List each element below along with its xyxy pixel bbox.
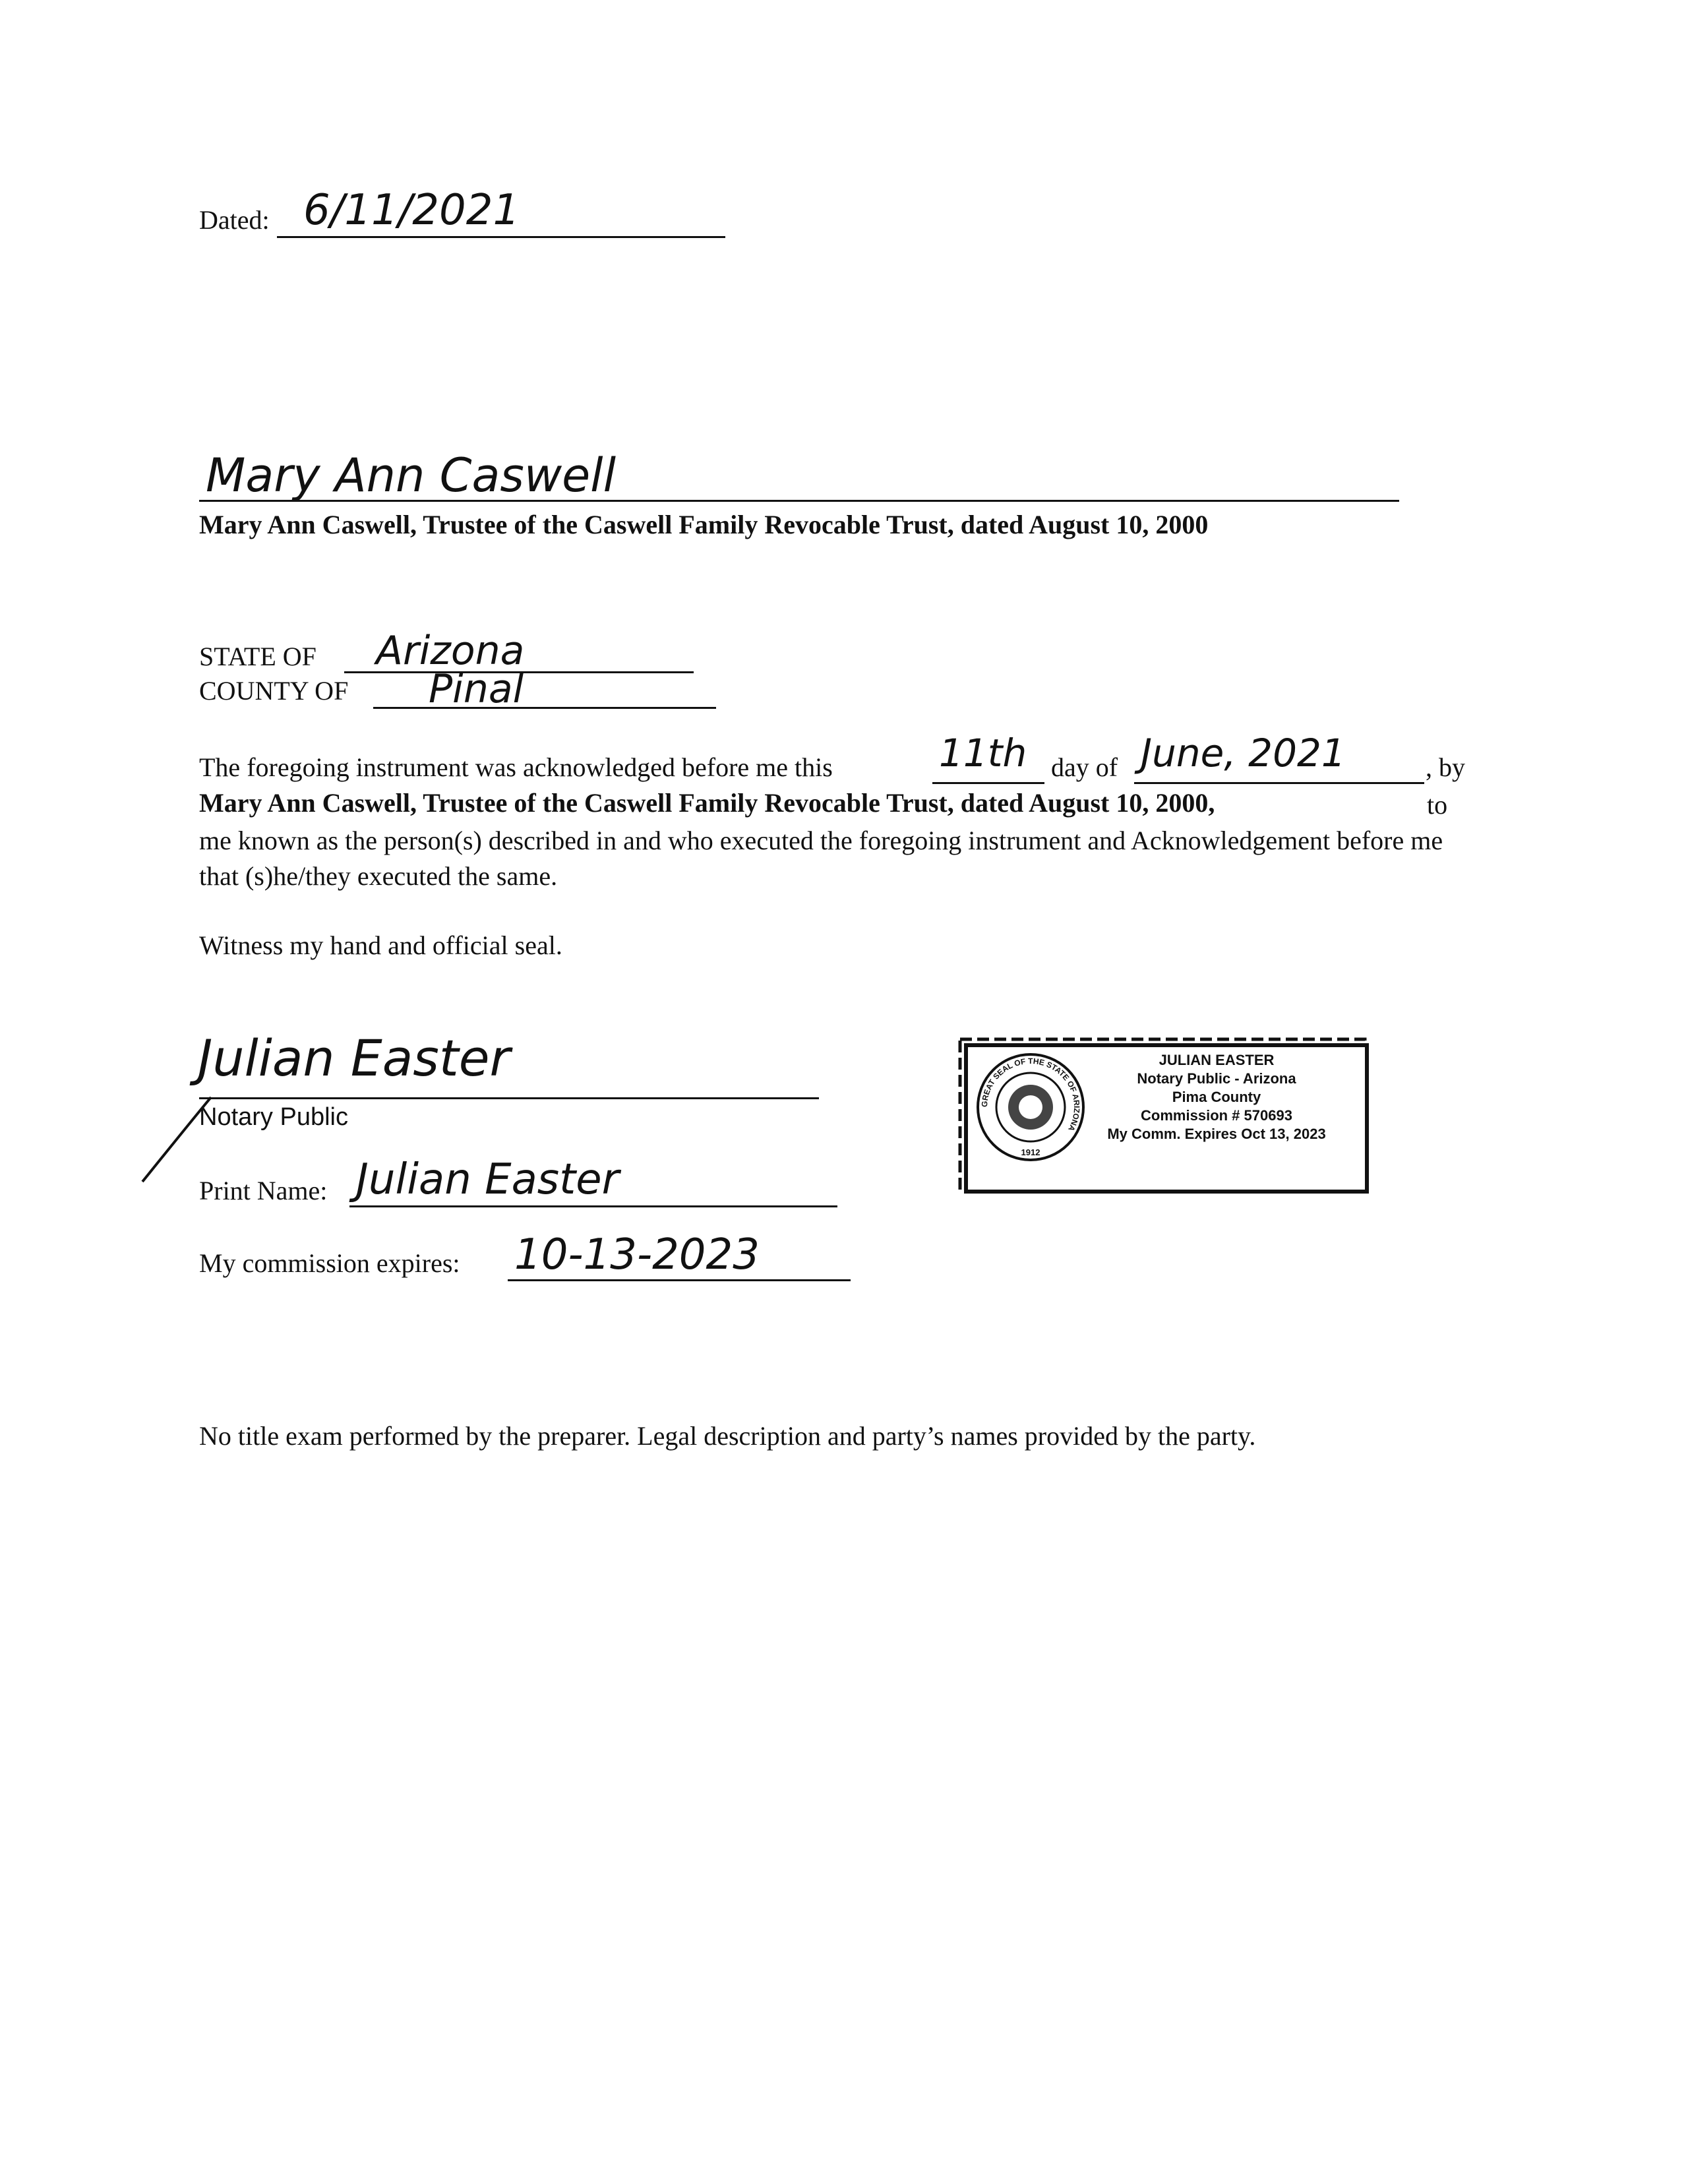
- commission-label: My commission expires:: [199, 1248, 460, 1278]
- county-value: Pinal: [429, 666, 524, 712]
- seal-year: 1912: [1021, 1147, 1040, 1157]
- state-label: STATE OF: [199, 642, 316, 671]
- county-line: [373, 707, 716, 709]
- great-seal-icon: [975, 1051, 1087, 1163]
- seal-ring-text: GREAT SEAL OF THE STATE OF ARIZONA: [979, 1056, 1082, 1133]
- dated-line: [277, 236, 725, 238]
- notary-signature: Julian Easter: [198, 1029, 510, 1087]
- ack-party: Mary Ann Caswell, Trustee of the Caswell Family Revocable Trust, dated August 10, 2000,: [199, 788, 1215, 818]
- state-value: Arizona: [376, 628, 525, 674]
- dated-value: 6/11/2021: [303, 186, 520, 235]
- notary-role-label: Notary Public: [199, 1103, 348, 1131]
- seal-commission: Commission # 570693: [1141, 1107, 1292, 1124]
- seal-text-block: [1095, 1051, 1339, 1143]
- trustee-signature: Mary Ann Caswell: [206, 448, 617, 502]
- seal-expires: My Comm. Expires Oct 13, 2023: [1107, 1126, 1326, 1142]
- footer-note: No title exam performed by the preparer. Legal description and party’s names provided by the party.: [199, 1421, 1256, 1451]
- ack-text-day-of: day of: [1051, 752, 1118, 782]
- print-name-value: Julian Easter: [356, 1155, 619, 1204]
- ack-text-before-day: The foregoing instrument was acknowledged before me this: [199, 752, 833, 782]
- ack-text-by: , by: [1426, 752, 1465, 782]
- print-name-label: Print Name:: [199, 1176, 328, 1205]
- trustee-signature-line: [199, 500, 1399, 502]
- ack-day-value: 11th: [939, 731, 1027, 775]
- trustee-caption: Mary Ann Caswell, Trustee of the Caswell Family Revocable Trust, dated August 10, 2000: [199, 510, 1209, 539]
- seal-title: Notary Public - Arizona: [1137, 1070, 1296, 1087]
- print-name-line: [349, 1205, 837, 1207]
- ack-text-after: to me known as the person(s) described in and who executed the foregoing instrument and Acknowledgement before me that (s)he/they executed the same.: [199, 790, 1448, 891]
- ack-day-line: [932, 782, 1044, 784]
- county-label: COUNTY OF: [199, 676, 349, 706]
- dated-label: Dated:: [199, 205, 270, 235]
- ack-month-year-value: June, 2021: [1141, 731, 1346, 775]
- commission-value: 10-13-2023: [514, 1230, 760, 1279]
- commission-line: [508, 1279, 851, 1281]
- ack-month-line: [1134, 782, 1424, 784]
- notary-signature-line: [199, 1097, 819, 1099]
- witness-text: Witness my hand and official seal.: [199, 930, 562, 960]
- notary-seal-stamp: [957, 1037, 1368, 1192]
- seal-county: Pima County: [1172, 1089, 1261, 1105]
- seal-name: JULIAN EASTER: [1159, 1052, 1275, 1068]
